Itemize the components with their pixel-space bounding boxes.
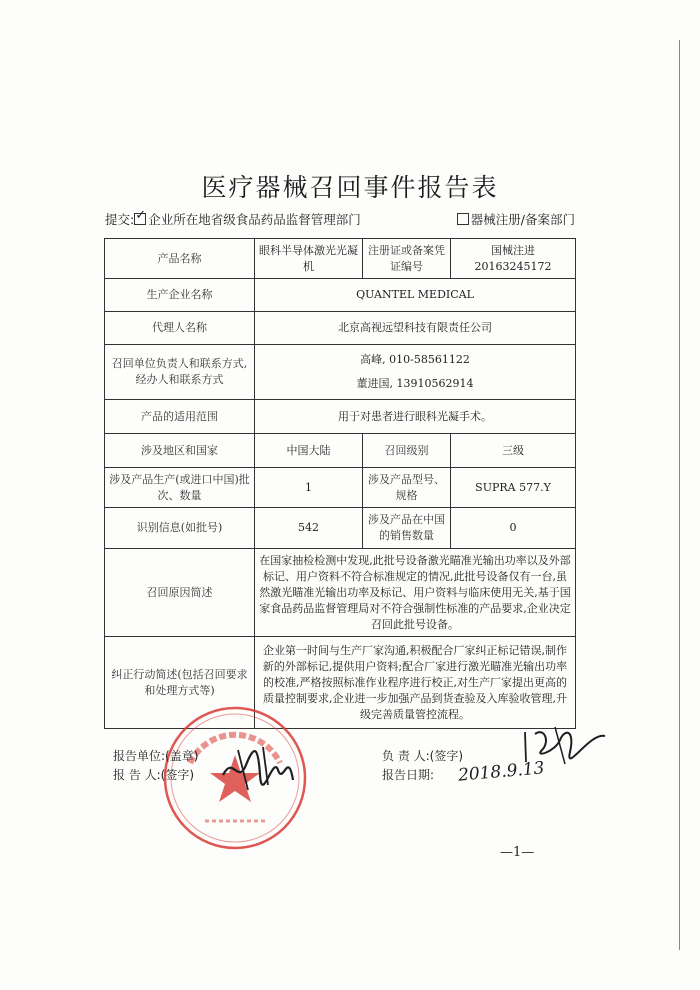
submit-option-2-label: 器械注册/备案部门 <box>470 212 575 227</box>
scope-value: 用于对患者进行眼科光凝手术。 <box>255 400 576 434</box>
table-row <box>105 312 576 345</box>
recall-level-value: 三级 <box>451 434 576 468</box>
table-row <box>105 239 576 279</box>
agent-label: 代理人名称 <box>105 312 255 345</box>
submit-option-registration[interactable] <box>457 210 575 228</box>
model-label: 涉及产品型号、规格 <box>363 468 451 508</box>
table-row <box>105 468 576 508</box>
product-name-value: 眼科半导体激光光凝机 <box>255 239 363 279</box>
manufacturer-label: 生产企业名称 <box>105 279 255 312</box>
responsible-signature-icon <box>520 722 610 767</box>
reporter-label: 报 告 人:(签字) <box>113 768 195 782</box>
product-name-label: 产品名称 <box>105 239 255 279</box>
responsible-label: 负 责 人:(签字) <box>382 749 464 763</box>
scope-label: 产品的适用范围 <box>105 400 255 434</box>
table-row <box>105 434 576 468</box>
recall-level-label: 召回级别 <box>363 434 451 468</box>
recall-report-table <box>104 238 576 729</box>
id-info-value: 542 <box>255 508 363 549</box>
reporter-signature-icon <box>218 735 298 795</box>
report-date-value: 2018.9.13 <box>457 758 546 786</box>
id-info-label: 识别信息(如批号) <box>105 508 255 549</box>
region-label: 涉及地区和国家 <box>105 434 255 468</box>
report-date-label: 报告日期: <box>382 768 435 782</box>
checkbox-icon[interactable] <box>457 213 469 225</box>
contact-responsible: 高峰, 010-58561122 <box>360 353 470 366</box>
contact-handler: 董进国, 13910562914 <box>356 377 474 390</box>
manufacturer-value: QUANTEL MEDICAL <box>255 279 576 312</box>
batch-label: 涉及产品生产(或进口中国)批次、数量 <box>105 468 255 508</box>
reg-number-label: 注册证或备案凭证编号 <box>363 239 451 279</box>
action-label: 纠正行动简述(包括召回要求和处理方式等) <box>105 637 255 729</box>
contact-value <box>255 345 576 400</box>
checked-box-icon[interactable] <box>134 213 146 225</box>
contact-label: 召回单位负责人和联系方式,经办人和联系方式 <box>105 345 255 400</box>
region-value: 中国大陆 <box>255 434 363 468</box>
report-unit-label: 报告单位:(盖章) <box>113 749 199 763</box>
table-row <box>105 549 576 637</box>
sales-value: 0 <box>451 508 576 549</box>
batch-value: 1 <box>255 468 363 508</box>
page-number: —1— <box>500 845 535 860</box>
sales-label: 涉及产品在中国的销售数量 <box>363 508 451 549</box>
agent-value: 北京高视远望科技有限责任公司 <box>255 312 576 345</box>
reason-value: 在国家抽检检测中发现,此批号设备激光瞄准光输出功率以及外部标记、用户资料不符合标准规定的情况,此批号设备仅有一台,虽然激光瞄准光输出功率及标记、用户资料与临床使用无关,基于国家食品药品监督管理局对不符合强制性标准的产品要求,企业决定召回此批号设备。 <box>255 549 576 637</box>
submit-label: 提交: <box>105 212 135 227</box>
table-row <box>105 400 576 434</box>
table-row <box>105 345 576 400</box>
table-row <box>105 508 576 549</box>
reason-label: 召回原因简述 <box>105 549 255 637</box>
submit-option-1-label: 企业所在地省级食品药品监督管理部门 <box>148 212 361 227</box>
reg-number-value: 国械注进20163245172 <box>451 239 576 279</box>
submit-option-provincial[interactable] <box>105 210 361 228</box>
table-row <box>105 279 576 312</box>
action-value: 企业第一时间与生产厂家沟通,积极配合厂家纠正标记错误,制作新的外部标记,提供用户资料;配合厂家进行激光瞄准光输出功率的校准,严格按照标准作业程序进行校正,对生产厂家提出更高的质量控制要求,企业进一步加强产品到货查验及入库验收管理,升级完善质量管控流程。 <box>255 637 576 729</box>
document-title: 医疗器械召回事件报告表 <box>201 173 499 202</box>
model-value: SUPRA 577.Y <box>451 468 576 508</box>
